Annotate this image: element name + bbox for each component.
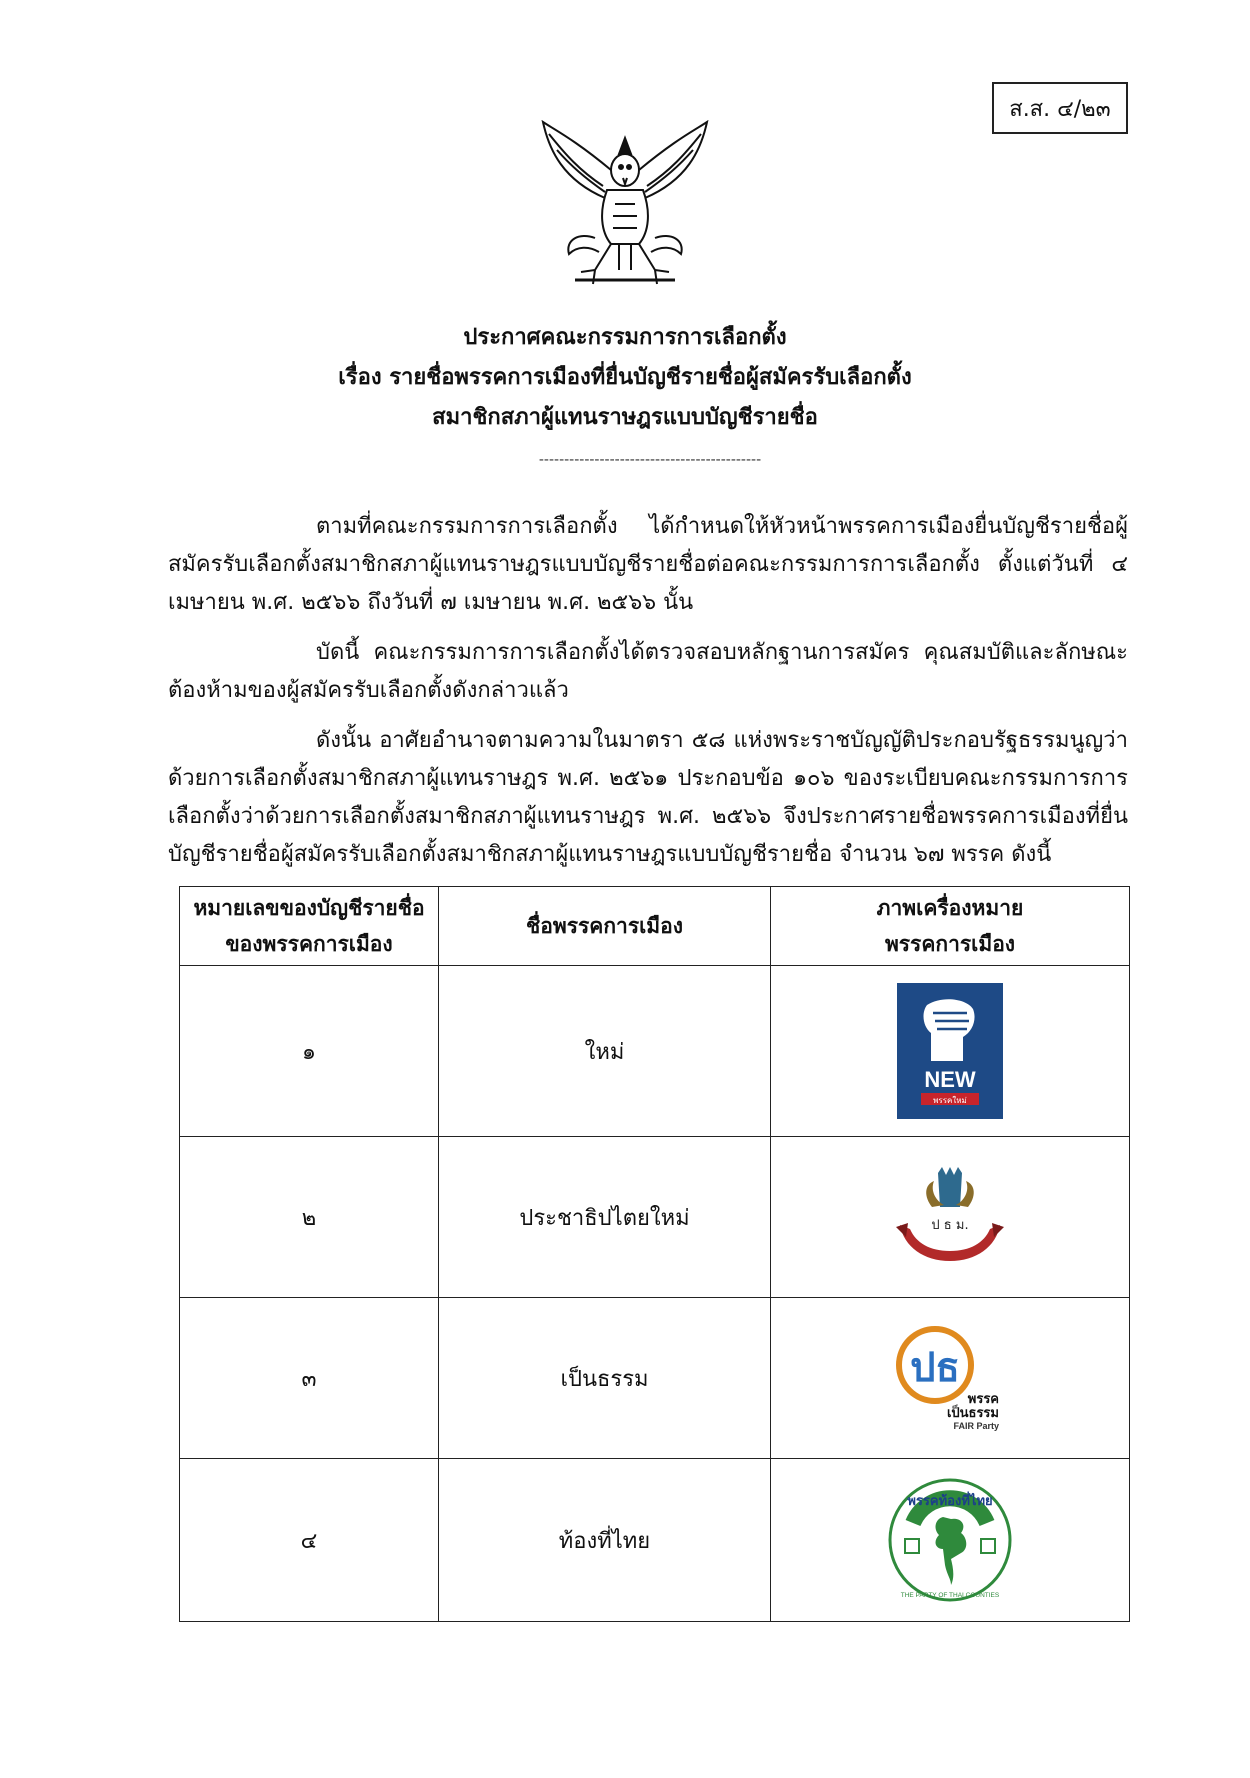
fair-logo-line1: พรรค	[967, 1392, 999, 1407]
party-logo-cell	[771, 1137, 1130, 1298]
fair-party-logo	[895, 1323, 1005, 1433]
header-party-logo	[771, 887, 1130, 966]
new-democracy-party-logo	[894, 1167, 1006, 1267]
title-line-3: สมาชิกสภาผู้แทนราษฎรแบบบัญชีรายชื่อ	[432, 405, 818, 430]
thai-counties-party-logo	[885, 1475, 1015, 1605]
table-header-row	[180, 887, 1130, 966]
new-party-logo	[897, 983, 1003, 1119]
table-row	[180, 1298, 1130, 1459]
garuda-emblem	[535, 120, 715, 292]
table-row	[180, 966, 1130, 1137]
party-logo-cell	[771, 1459, 1130, 1622]
paragraph-1	[168, 508, 1128, 622]
party-name: ประชาธิปไตยใหม่	[439, 1137, 771, 1298]
title-separator: --------------------------------------------	[538, 452, 762, 468]
table-row	[180, 1459, 1130, 1622]
header-list-number-line-1: หมายเลขของบัญชีรายชื่อ	[193, 896, 425, 920]
list-number: ๓	[180, 1298, 439, 1459]
list-number: ๔	[180, 1459, 439, 1622]
paragraph-3	[168, 722, 1128, 874]
thai-counties-logo-ring: THE PARTY OF THAI COUNTIES	[900, 1592, 1000, 1599]
party-logo-cell	[771, 966, 1130, 1137]
thai-counties-logo-title: พรรคท้องที่ไทย	[907, 1494, 993, 1509]
fair-logo-line3: FAIR Party	[953, 1421, 999, 1431]
header-list-number-line-2: ของพรรคการเมือง	[225, 932, 393, 956]
new-logo-subtext: พรรคใหม่	[933, 1096, 967, 1105]
fair-logo-mark: ปธ	[910, 1345, 960, 1391]
new-logo-text: NEW	[924, 1067, 976, 1092]
document-code-box: ส.ส. ๔/๒๓	[992, 82, 1128, 134]
header-party-name: ชื่อพรรคการเมือง	[439, 887, 771, 966]
header-list-number	[180, 887, 439, 966]
list-number: ๑	[180, 966, 439, 1137]
party-name: ท้องที่ไทย	[439, 1459, 771, 1622]
fair-logo-line2: เป็นธรรม	[946, 1406, 999, 1421]
header-party-logo-line-2: พรรคการเมือง	[884, 932, 1016, 956]
paragraph-3-text: ดังนั้น อาศัยอำนาจตามความในมาตรา ๕๘ แห่งพระราชบัญญัติประกอบรัฐธรรมนูญว่าด้วยการเลือกตั้งสมาชิกสภาผู้แทนราษฎร พ.ศ. ๒๕๖๑ ประกอบข้อ ๑๐๖ ของระเบียบคณะกรรมการการเลือกตั้งว่าด้วยการเลือกตั้งสมาชิกสภาผู้แทนราษฎร พ.ศ. ๒๕๖๖ จึงประกาศรายชื่อพรรคการเมืองที่ยื่นบัญชีรายชื่อผู้สมัครรับเลือกตั้งสมาชิกสภาผู้แทนราษฎรแบบบัญชีรายชื่อ จำนวน ๖๗ พรรค ดังนี้	[168, 728, 1128, 867]
table-row	[180, 1137, 1130, 1298]
announcement-title	[200, 318, 1050, 438]
party-name: เป็นธรรม	[439, 1298, 771, 1459]
paragraph-2	[168, 634, 1128, 710]
party-logo-cell	[771, 1298, 1130, 1459]
title-line-1: ประกาศคณะกรรมการการเลือกตั้ง	[463, 325, 787, 350]
paragraph-2-text: บัดนี้ คณะกรรมการการเลือกตั้งได้ตรวจสอบหลักฐานการสมัคร คุณสมบัติและลักษณะต้องห้ามของผู้สมัครรับเลือกตั้งดังกล่าวแล้ว	[168, 640, 1128, 703]
title-line-2: เรื่อง รายชื่อพรรคการเมืองที่ยื่นบัญชีรายชื่อผู้สมัครรับเลือกตั้ง	[338, 365, 912, 390]
list-number: ๒	[180, 1137, 439, 1298]
party-name: ใหม่	[439, 966, 771, 1137]
paragraph-1-text: ตามที่คณะกรรมการการเลือกตั้ง ได้กำหนดให้หัวหน้าพรรคการเมืองยื่นบัญชีรายชื่อผู้สมัครรับเลือกตั้งสมาชิกสภาผู้แทนราษฎรแบบบัญชีรายชื่อต่อคณะกรรมการการเลือกตั้ง ตั้งแต่วันที่ ๔ เมษายน พ.ศ. ๒๕๖๖ ถึงวันที่ ๗ เมษายน พ.ศ. ๒๕๖๖ นั้น	[168, 514, 1128, 615]
party-list-table	[179, 886, 1130, 1622]
pdm-logo-text: ป ธ ม.	[931, 1218, 969, 1233]
header-party-logo-line-1: ภาพเครื่องหมาย	[876, 896, 1024, 920]
